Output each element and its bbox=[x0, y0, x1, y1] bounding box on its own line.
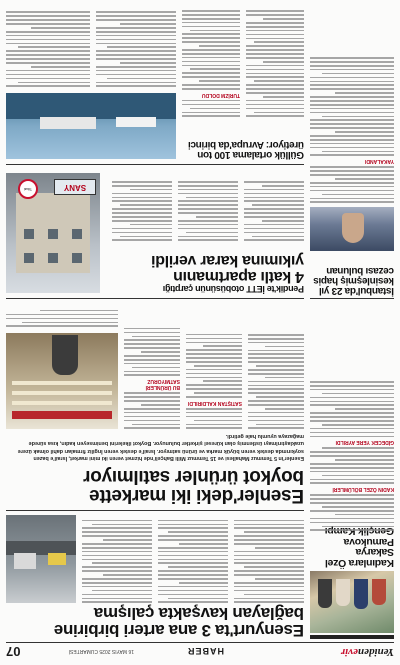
main-subhead-1: SATIŞTAN KALDIRILDI bbox=[188, 399, 242, 406]
court-story-body bbox=[310, 55, 394, 203]
market-photo bbox=[6, 333, 118, 429]
right-story-headline: Güllük ortalama 100 ton üretiyor: Avrupa'da birinci bbox=[188, 138, 304, 160]
left-divider bbox=[310, 298, 394, 299]
right-body-col-2 bbox=[182, 8, 240, 117]
lead-body-col-3 bbox=[82, 517, 152, 603]
bus-body-col-3 bbox=[112, 179, 172, 241]
main-body-col-2 bbox=[186, 332, 242, 429]
right-subhead: TURİZM DOLDU bbox=[201, 91, 240, 98]
bus-body-col-1 bbox=[244, 179, 304, 241]
bus-divider bbox=[6, 298, 304, 299]
camp-photo bbox=[310, 571, 394, 633]
main-body-col-4 bbox=[6, 308, 118, 327]
main-subhead-2: BU ÜRÜNLERİ SATMIYORUZ bbox=[145, 378, 180, 391]
court-story-headline: İstanbul'da 23 yıl kesinleşmiş hapis cezası bulunan bbox=[313, 264, 394, 296]
left-subhead-1: KADIN ÖZEL BÖLÜMLERİ bbox=[332, 486, 394, 493]
right-body-col-3 bbox=[96, 9, 176, 87]
bus-body-col-2 bbox=[178, 179, 238, 241]
main-story-deck: Esenler'in 5 Temmuz Mahallesi ve 15 Temmuz Milli Bahçeli'nde hizmet veren iki mini market, İsrail'e bazen soykırımda destek veren büyük marka ve ürünü satmıyor. İsrail'e destek veren İngiliz firmaları dahil olmak üzere uzaklaştırılmayı üstlenmiş olan küresel şirketler bulunuyor. Boykot ilkelerini benimseyen kadın, kısa sürede mağazaya uyumlu hale getirdi. bbox=[17, 433, 304, 461]
newspaper-logo: Yenidenevir bbox=[340, 646, 394, 658]
court-subhead: YAKALANDI bbox=[365, 158, 394, 165]
left-story-headline: Kadınlara Özel Sakarya Pamukova bbox=[325, 535, 394, 569]
bus-story-headline: Pendik'te İETT otobüsünün çarptığı 4 katlı apartmanın yıkımına karar verildi bbox=[151, 251, 304, 294]
intersection-photo bbox=[6, 515, 76, 603]
sany-sign: SANY bbox=[54, 179, 96, 195]
main-body-col-3 bbox=[124, 326, 180, 429]
main-body-col-1 bbox=[248, 332, 304, 429]
lead-headline: Esenyurt'ta 3 ana arteri birbirine bağlayan kavşakta çalışma bbox=[54, 603, 304, 640]
building-photo bbox=[6, 173, 100, 293]
lead-body-col-2 bbox=[158, 517, 228, 603]
lead-body-col-1 bbox=[234, 517, 304, 603]
suspect-photo bbox=[310, 207, 394, 251]
section-divider bbox=[6, 510, 304, 511]
column-rule bbox=[310, 635, 394, 639]
right-body-col-4 bbox=[6, 9, 90, 87]
section-label: HABER bbox=[186, 646, 224, 656]
right-body-col-1 bbox=[246, 8, 304, 117]
page-number: 07 bbox=[6, 644, 21, 659]
road-sign-inset: Tikal bbox=[18, 179, 38, 199]
left-story-body bbox=[310, 379, 394, 531]
bottom-divider bbox=[6, 164, 304, 165]
main-story-headline: Esenler'deki iki markette boykot ürünler satılmıyor bbox=[83, 465, 304, 506]
issue-date: 16 MAYIS 2025 CUMARTESİ bbox=[68, 648, 134, 654]
harbor-photo bbox=[6, 93, 176, 159]
masthead bbox=[6, 642, 394, 659]
left-subhead-2: GİDECEK YERE AYRILDI bbox=[335, 439, 394, 446]
